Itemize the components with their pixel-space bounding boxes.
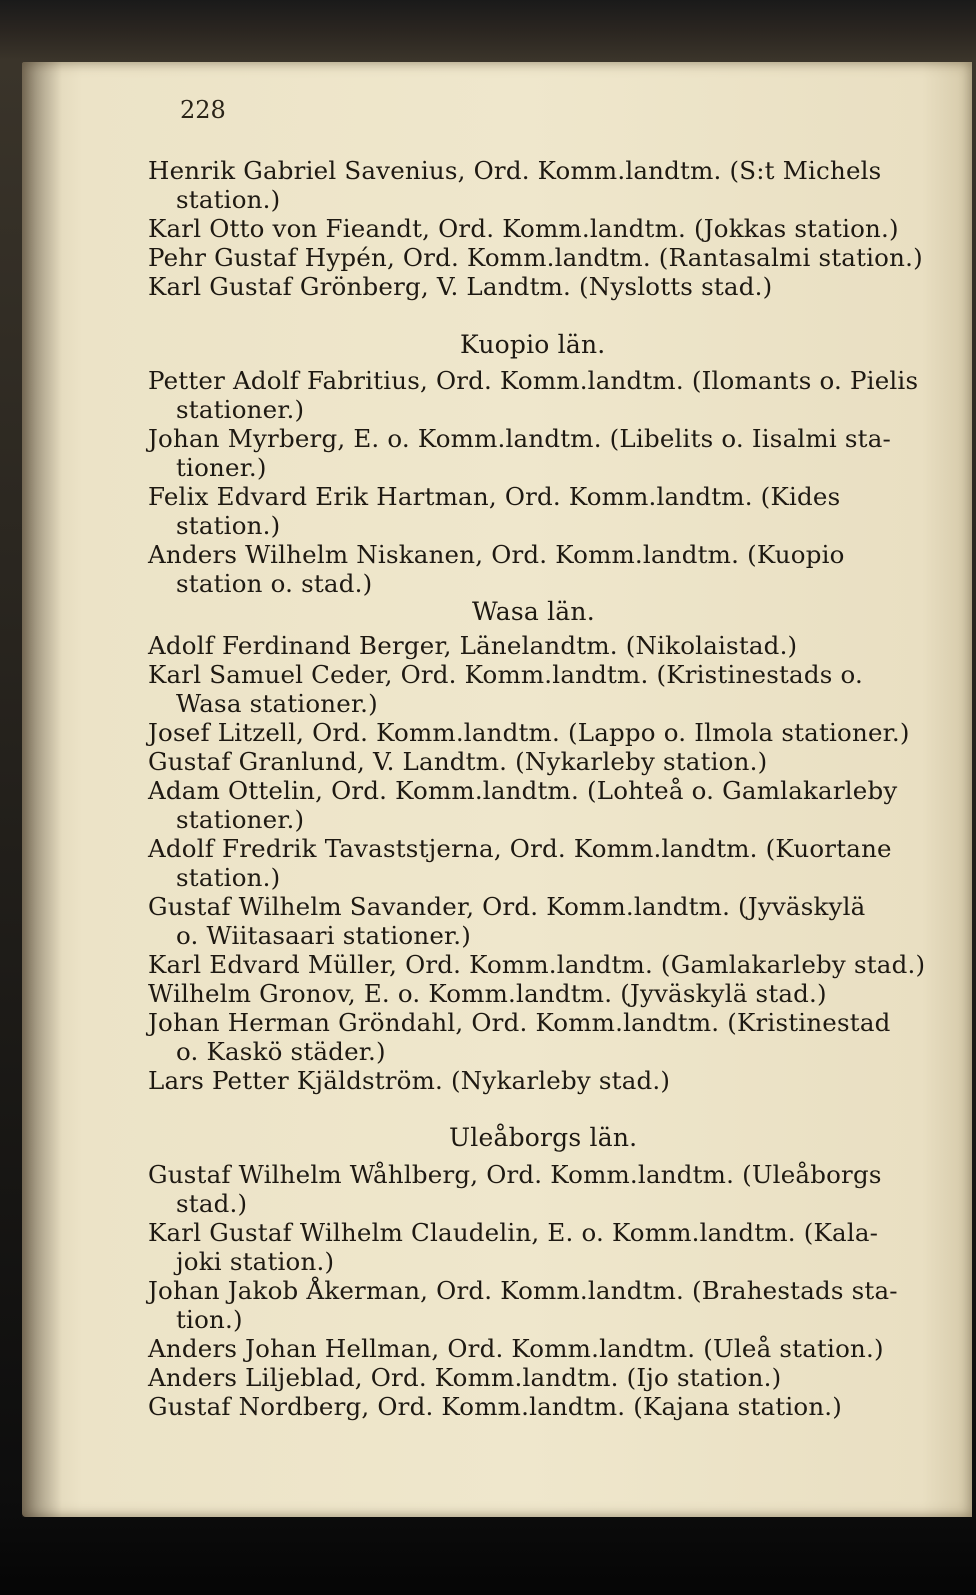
text-line: Karl Otto von Fieandt, Ord. Komm.landtm. (Jokkas station.) — [148, 214, 899, 243]
text-line: o. Wiitasaari stationer.) — [176, 921, 471, 950]
text-line: joki station.) — [176, 1247, 335, 1276]
text-line: station o. stad.) — [176, 569, 373, 598]
text-line: stationer.) — [176, 395, 305, 424]
text-line: Karl Gustaf Grönberg, V. Landtm. (Nyslotts stad.) — [148, 272, 773, 301]
text-line: Petter Adolf Fabritius, Ord. Komm.landtm. (Ilomants o. Pielis — [148, 366, 919, 395]
book-gutter-shadow — [22, 62, 62, 1517]
text-line: Wasa stationer.) — [176, 689, 378, 718]
text-line: Adolf Ferdinand Berger, Länelandtm. (Nikolaistad.) — [148, 631, 798, 660]
text-line: Felix Edvard Erik Hartman, Ord. Komm.landtm. (Kides — [148, 482, 841, 511]
text-line: Anders Johan Hellman, Ord. Komm.landtm. (Uleå station.) — [148, 1334, 884, 1363]
text-line: stad.) — [176, 1189, 248, 1218]
page-number: 228 — [180, 96, 226, 124]
text-line: Wilhelm Gronov, E. o. Komm.landtm. (Jyväskylä stad.) — [148, 979, 827, 1008]
text-line: tioner.) — [176, 453, 267, 482]
text-line: Gustaf Wilhelm Wåhlberg, Ord. Komm.landtm. (Uleåborgs — [148, 1160, 882, 1189]
text-line: Johan Jakob Åkerman, Ord. Komm.landtm. (Brahestads sta- — [148, 1276, 898, 1305]
text-line: Johan Herman Gröndahl, Ord. Komm.landtm. (Kristinestad — [148, 1008, 891, 1037]
text-line: Gustaf Granlund, V. Landtm. (Nykarleby station.) — [148, 747, 768, 776]
text-line: Lars Petter Kjäldström. (Nykarleby stad.) — [148, 1066, 671, 1095]
text-line: Karl Samuel Ceder, Ord. Komm.landtm. (Kristinestads o. — [148, 660, 863, 689]
book-page — [22, 62, 972, 1517]
text-line: stationer.) — [176, 805, 305, 834]
text-line: Henrik Gabriel Savenius, Ord. Komm.landtm. (S:t Michels — [148, 156, 882, 185]
text-line: Gustaf Wilhelm Savander, Ord. Komm.landtm. (Jyväskylä — [148, 892, 866, 921]
text-line: Johan Myrberg, E. o. Komm.landtm. (Libelits o. Iisalmi sta- — [148, 424, 891, 453]
section-heading: Uleåborgs län. — [449, 1123, 638, 1152]
text-line: Adolf Fredrik Tavaststjerna, Ord. Komm.landtm. (Kuortane — [148, 834, 892, 863]
text-line: Adam Ottelin, Ord. Komm.landtm. (Lohteå o. Gamlakarleby — [148, 776, 898, 805]
section-heading: Wasa län. — [472, 597, 595, 626]
section-heading: Kuopio län. — [460, 330, 606, 359]
text-line: station.) — [176, 511, 281, 540]
text-line: Karl Edvard Müller, Ord. Komm.landtm. (Gamlakarleby stad.) — [148, 950, 926, 979]
text-line: Anders Liljeblad, Ord. Komm.landtm. (Ijo station.) — [148, 1363, 782, 1392]
text-line: tion.) — [176, 1305, 243, 1334]
text-line: station.) — [176, 185, 281, 214]
text-line: Josef Litzell, Ord. Komm.landtm. (Lappo o. Ilmola stationer.) — [148, 718, 910, 747]
text-line: Karl Gustaf Wilhelm Claudelin, E. o. Komm.landtm. (Kala- — [148, 1218, 879, 1247]
text-line: Pehr Gustaf Hypén, Ord. Komm.landtm. (Rantasalmi station.) — [148, 243, 923, 272]
text-line: Anders Wilhelm Niskanen, Ord. Komm.landtm. (Kuopio — [148, 540, 845, 569]
text-line: o. Kaskö städer.) — [176, 1037, 386, 1066]
text-line: station.) — [176, 863, 281, 892]
text-line: Gustaf Nordberg, Ord. Komm.landtm. (Kajana station.) — [148, 1392, 843, 1421]
